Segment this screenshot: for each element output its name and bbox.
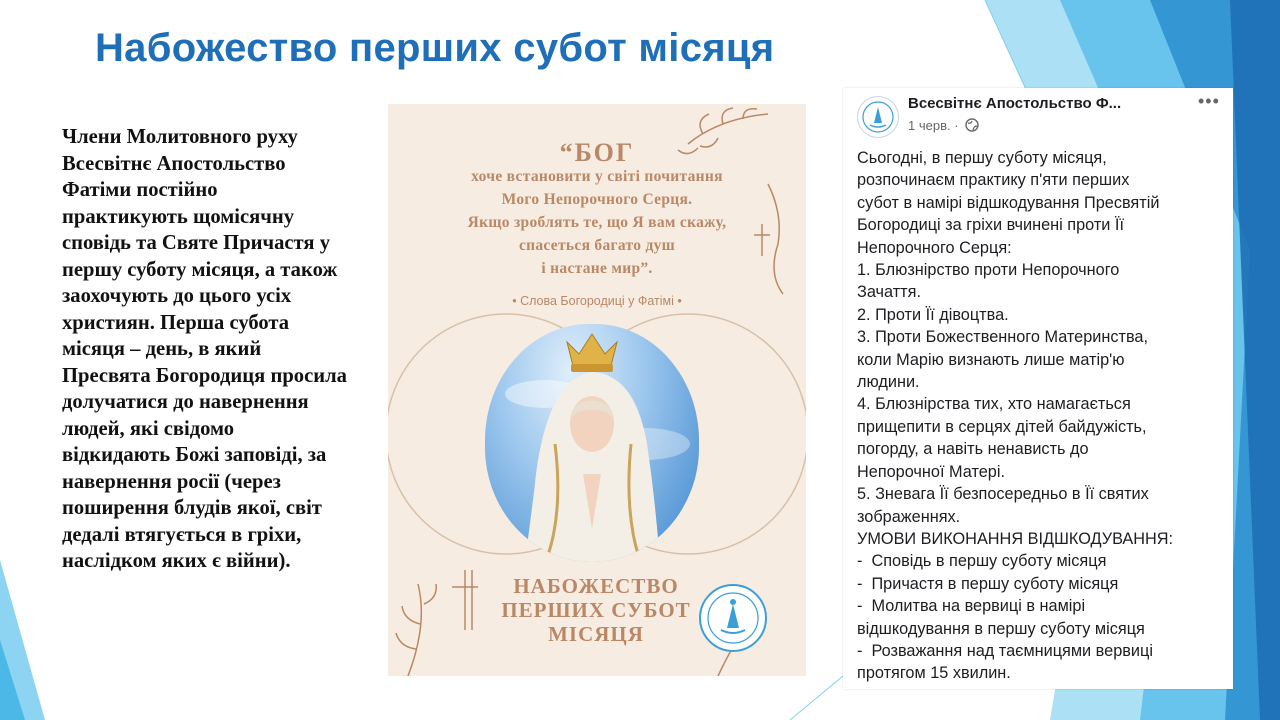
- post-line: 4. Блюзнірства тих, хто намагається: [857, 395, 1131, 414]
- post-line: відшкодування в першу суботу місяця: [857, 619, 1145, 638]
- poster-quote-line: і настане мир”.: [541, 260, 653, 277]
- post-author-name[interactable]: Всесвітнє Апостольство Ф...: [908, 95, 1122, 112]
- page-avatar[interactable]: [857, 96, 899, 138]
- poster-quote-source: • Слова Богородиці у Фатімі •: [512, 294, 682, 308]
- poster-headline-line: МІСЯЦЯ: [548, 622, 644, 646]
- post-line: субот в намірі відшкодування Пресвятій: [857, 193, 1160, 212]
- post-line: Непорочної Матері.: [857, 462, 1005, 481]
- more-options-icon[interactable]: •••: [1198, 91, 1220, 111]
- post-line: погорду, а навіть ненависть до: [857, 440, 1089, 459]
- poster-quote-line: хоче встановити у світі почитання: [471, 168, 723, 185]
- post-line: Сьогодні, в першу суботу місяця,: [857, 149, 1107, 167]
- post-date: [908, 118, 979, 133]
- poster-headline-line: НАБОЖЕСТВО: [513, 574, 679, 598]
- post-line: зображеннях.: [857, 507, 961, 526]
- post-line: 2. Проти Її дівоцтва.: [857, 305, 1009, 324]
- poster-image: [388, 104, 806, 676]
- facebook-post: [843, 88, 1233, 689]
- post-line: 3. Проти Божественного Материнства,: [857, 328, 1149, 347]
- post-line: протягом 15 хвилин.: [857, 664, 1011, 683]
- post-line: 1. Блюзнірство проти Непорочного: [857, 261, 1120, 280]
- fatima-apostolate-logo: [699, 584, 767, 652]
- post-line: людини.: [857, 373, 920, 392]
- poster-headline-line: ПЕРШИХ СУБОТ: [501, 598, 691, 622]
- post-line: прищепити в серцях дітей байдужість,: [857, 417, 1147, 436]
- poster-quote-line: Якщо зроблять те, що Я вам скажу,: [467, 214, 727, 231]
- poster-quote-line: спасеться багато душ: [518, 237, 676, 254]
- poster-quote-line: Мого Непорочного Серця.: [501, 191, 693, 208]
- slide-body-text: Члени Молитовного руху Всесвітнє Апостольство Фатіми постійно практикують щомісячну сповідь та Святе Причастя у першу суботу місяця, а також заохочують до цього усіх християн. Перша субота місяця – день, в який Пресвята Богородиця просила долучатися до навернення людей, які свідомо відкидають Божі заповіді, за навернення росії (через поширення блудів якої, світ дедалі втягується в гріхи, наслідком яких є війни).: [62, 126, 347, 572]
- poster-headline: [474, 574, 718, 646]
- post-line: Богородиці за гріхи вчинені проти Її: [857, 216, 1124, 235]
- post-line: Зачаття.: [857, 283, 921, 302]
- post-line: - Молитва на вервиці в намірі: [857, 597, 1086, 616]
- post-line: коли Марію визнають лише матір'ю: [857, 350, 1125, 369]
- post-text: [857, 147, 1229, 685]
- slide-title: Набожество перших субот місяця: [95, 26, 775, 70]
- poster-quote-title: “БОГ: [559, 138, 635, 167]
- post-line: 5. Зневага Її безпосередньо в Її святих: [857, 485, 1149, 504]
- post-line: - Причастя в першу суботу місяця: [857, 574, 1119, 593]
- globe-icon: [965, 118, 979, 132]
- post-line: УМОВИ ВИКОНАННЯ ВІДШКОДУВАННЯ:: [857, 529, 1174, 548]
- post-line: - Сповідь в першу суботу місяця: [857, 552, 1107, 571]
- post-line: Непорочного Серця:: [857, 238, 1012, 257]
- post-date-text[interactable]: 1 черв. ·: [908, 118, 959, 133]
- madonna-portrait: [485, 324, 699, 562]
- post-line: розпочинаєм практику п'яти перших: [857, 171, 1130, 190]
- post-line: - Розважання над таємницями вервиці: [857, 641, 1153, 660]
